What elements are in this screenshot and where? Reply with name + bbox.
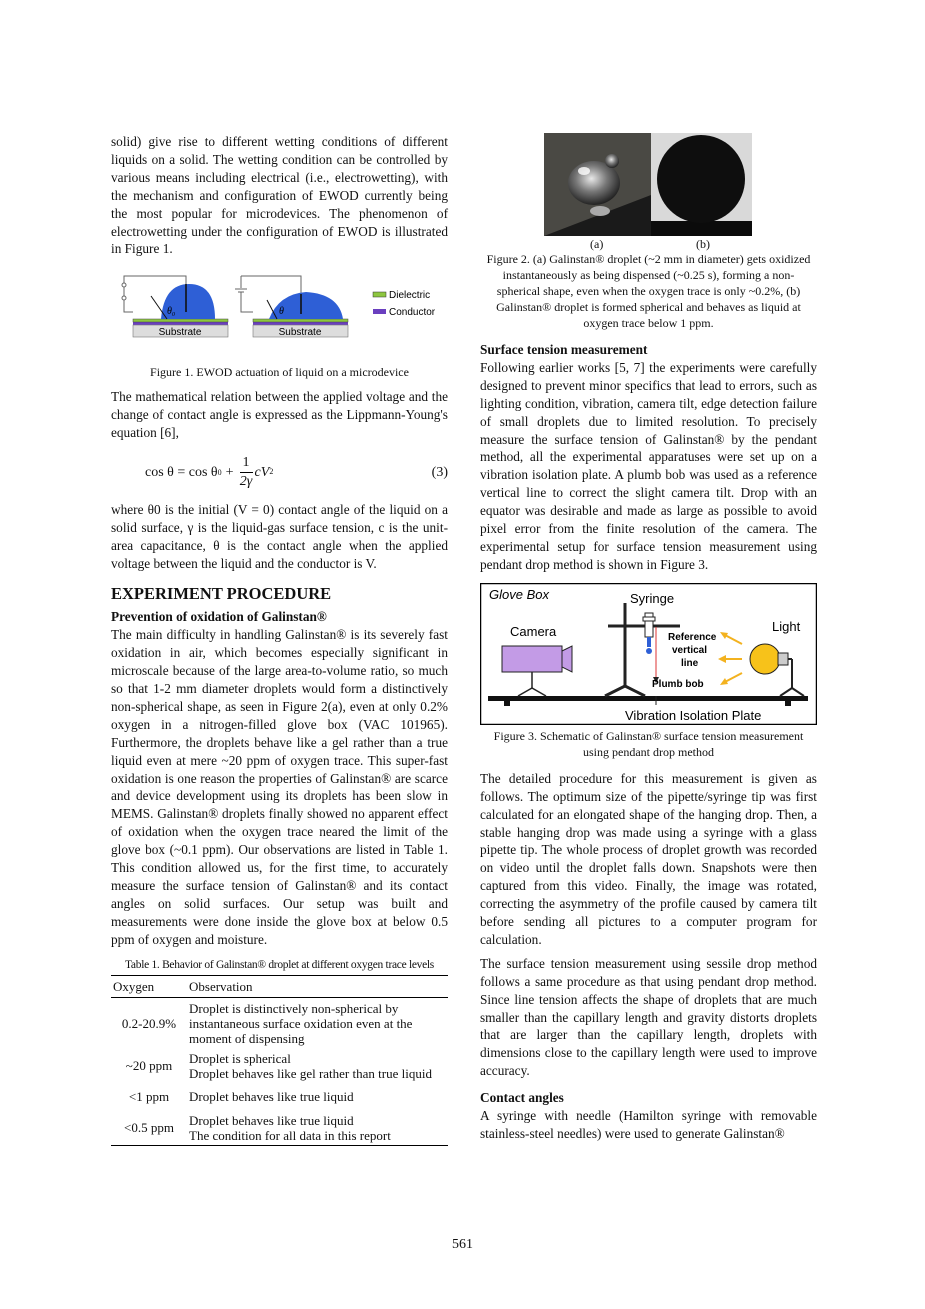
heading-contact-angles: Contact angles [480, 1090, 564, 1106]
light-label: Light [772, 618, 801, 634]
relation-paragraph: The mathematical relation between the applied voltage and the change of contact angle is expressed as the Lippmann-Young's equation [6], [111, 389, 448, 441]
heading-experiment: EXPERIMENT PROCEDURE [111, 583, 332, 603]
figure-1-caption: Figure 1. EWOD actuation of liquid on a microdevice [150, 365, 409, 380]
table-cell-oxygen: <1 ppm [128, 1088, 170, 1104]
table-cell-observation [187, 1110, 448, 1146]
substrate-label-left: Substrate [158, 327, 202, 339]
table-row [111, 1083, 448, 1110]
reference-label-3: line [681, 657, 699, 669]
table-row [111, 1048, 448, 1083]
theta-label: θ [279, 306, 284, 318]
where-paragraph: where θ0 is the initial (V = 0) contact angle of the liquid on a solid surface, γ is the liquid-gas surface tension, c is the unit-area capacitance, θ is the contact angle when the applied voltage between the liquid and the conductor is V. [111, 501, 448, 571]
obs-line: instantaneous surface oxidation even at the [189, 1015, 413, 1031]
table-cell-oxygen: 0.2-20.9% [121, 1015, 177, 1031]
table-cell-observation [187, 1083, 448, 1110]
figure-3-caption: Figure 3. Schematic of Galinstan® surface tension measurement using pendant drop method [493, 728, 804, 759]
theta0-label: $\theta_0$ [167, 306, 175, 319]
photo-oxidized-droplet [544, 133, 651, 236]
table-cell-observation [187, 997, 448, 1048]
intro-paragraph: solid) give rise to different wetting conditions of different liquids on a solid. The wetting condition can be controlled by various means including electrical (i.e., electrowetting), with the mechanism and configuration of EWOD currently being the most popular for microdevices. The phenomenon of electrowetting under the configuration of EWOD is illustrated in Figure 1. [111, 134, 448, 257]
fig2-label-b: (b) [696, 237, 710, 251]
figure-2-caption: Figure 2. (a) Galinstan® droplet (~2 mm in diameter) gets oxidized instantaneously as being dispensed (~0.25 s), forming a non-spherical shape, even when the oxygen trace is only ~0.2%, (b) Galinstan® droplet is formed spherical and behaves as liquid at oxygen trace below 1 ppm. [486, 252, 811, 330]
eq-lhs-sub: 0 [217, 467, 222, 477]
table-row [111, 1110, 448, 1146]
eq-lhs: cos θ = cos θ [145, 464, 218, 480]
surface-tension-paragraph: Following earlier works [5, 7] the experiments were carefully designed to prevent minor specifics that lead to errors, such as lighting condition, vibration, camera tilt, edge detection failure of small droplets due to limited resolution. To precisely measure the surface tension of Galinstan® by the pendant method, all the experimental apparatuses were set up on a vibration isolation plate. A plumb bob was used as a reference vertical line to correct the slight camera tilt. Drop with an equator was desirable and made as large as possible to avoid pixel error from the finite resolution of the camera. The experimental setup for surface tension measurement using pendant drop method is shown in Figure 3. [480, 359, 817, 572]
table-1-caption: Table 1. Behavior of Galinstan® droplet at different oxygen trace levels [125, 958, 434, 971]
heading-surface-tension: Surface tension measurement [480, 342, 648, 357]
ewod-diagram [111, 268, 448, 360]
figure-2 [480, 133, 817, 251]
legend-dielectric: Dielectric [389, 290, 431, 302]
obs-line: moment of dispensing [189, 1030, 305, 1046]
pendant-drop-schematic [480, 583, 817, 725]
table-cell-oxygen: ~20 ppm [125, 1058, 173, 1074]
eq-term: cV [254, 464, 270, 480]
right-column [480, 133, 817, 1143]
obs-line: Droplet behaves like true liquid [189, 1112, 354, 1128]
contact-paragraph: A syringe with needle (Hamilton syringe with removable stainless-steel needles) were used to generate Galinstan® [480, 1108, 817, 1141]
obs-line: Droplet behaves like gel rather than true liquid [189, 1065, 432, 1081]
equation-3: cos θ = cos θ 0 + $\frac{1}{2\gamma}$ cV 2 (3) [145, 455, 448, 489]
detailed-paragraph: The detailed procedure for this measurement is given as follows. The optimum size of the pipette/syringe tip was first calculated for an elongated shape of the hanging drop. Then, a stable hanging drop was made using a syringe with a glass pipette tip. The whole process of droplet growth was recorded on video until the droplet falls down. Snapshots were then captured from this video. Finally, the image was rotated, correcting the asymmetry of the profile caused by camera tilt before sending all pictures to a computer program for calculation. [480, 770, 817, 947]
reference-label-2: vertical [672, 644, 708, 656]
obs-line: Droplet is spherical [189, 1050, 291, 1066]
glove-box-label: Glove Box [489, 586, 549, 602]
page-number: 561 [452, 1237, 473, 1252]
camera-label: Camera [510, 623, 557, 639]
table-1 [111, 975, 448, 1146]
heading-prevention: Prevention of oxidation of Galinstan® [111, 609, 327, 625]
plate-label: Vibration Isolation Plate [625, 707, 762, 723]
figure-3 [480, 583, 817, 725]
table-cell-observation [187, 1048, 448, 1083]
table-row [111, 997, 448, 1048]
table-header-observation: Observation [187, 975, 448, 997]
eq-den: 2γ [239, 473, 253, 489]
substrate-label-right: Substrate [278, 327, 322, 339]
obs-line: The condition for all data in this report [189, 1127, 391, 1143]
obs-line: Droplet behaves like true liquid [189, 1089, 354, 1105]
legend-conductor: Conductor [389, 307, 436, 319]
syringe-label: Syringe [630, 590, 675, 606]
prevention-paragraph: The main difficulty in handling Galinstan® is its severely fast oxidation in air, which becomes especially significant in microscale because of the large area-to-volume ratio, so much so that 1-2 mm diameter droplets would form a distinctively non-spherical shape, as seen in Figure 2(a), even at only 0.2% oxygen in a nitrogen-filled glove box (VAC 101965). Furthermore, the droplets behave like a gel rather than a true liquid even at mere ~20 ppm of oxygen trace. This super-fast oxidation is one reason the properties of Galinstan® are scarce and device development using its droplets has been slow in MEMS. Galinstan® droplets finally showed no apparent effect of oxidation when the oxygen trace neared the limit of the glove box (~0.1 ppm). Our observations are listed in Table 1. This condition allowed us, for the first time, to accurately measure the surface tension of Galinstan® and its contact angles on solid surfaces. Our setup was built and measurements were done inside the glove box at below 0.5 ppm of oxygen and moisture. [111, 627, 448, 947]
table-header-oxygen: Oxygen [111, 975, 187, 997]
left-column [111, 133, 448, 1146]
eq-fraction [240, 454, 253, 491]
obs-line: Droplet is distinctively non-spherical by [189, 1000, 399, 1016]
eq-num: 1 [240, 454, 253, 473]
sessile-paragraph: The surface tension measurement using sessile drop method follows a same procedure as that using pendant drop method. Since line tension affects the shape of droplets that are much smaller than the capillary length and gravity distorts droplets that are larger than the capillary length, droplets with dimensions close to the capillary length were used to improve accuracy. [480, 955, 817, 1079]
photo-spherical-droplet [651, 133, 752, 236]
figure-1 [111, 268, 448, 360]
plumb-bob-label: Plumb bob [652, 678, 704, 690]
eq-number: (3) [431, 464, 448, 480]
reference-label-1: Reference [668, 631, 717, 643]
fig2-label-a: (a) [590, 237, 604, 251]
table-cell-oxygen: <0.5 ppm [111, 1110, 187, 1146]
eq-plus: + [225, 464, 234, 480]
